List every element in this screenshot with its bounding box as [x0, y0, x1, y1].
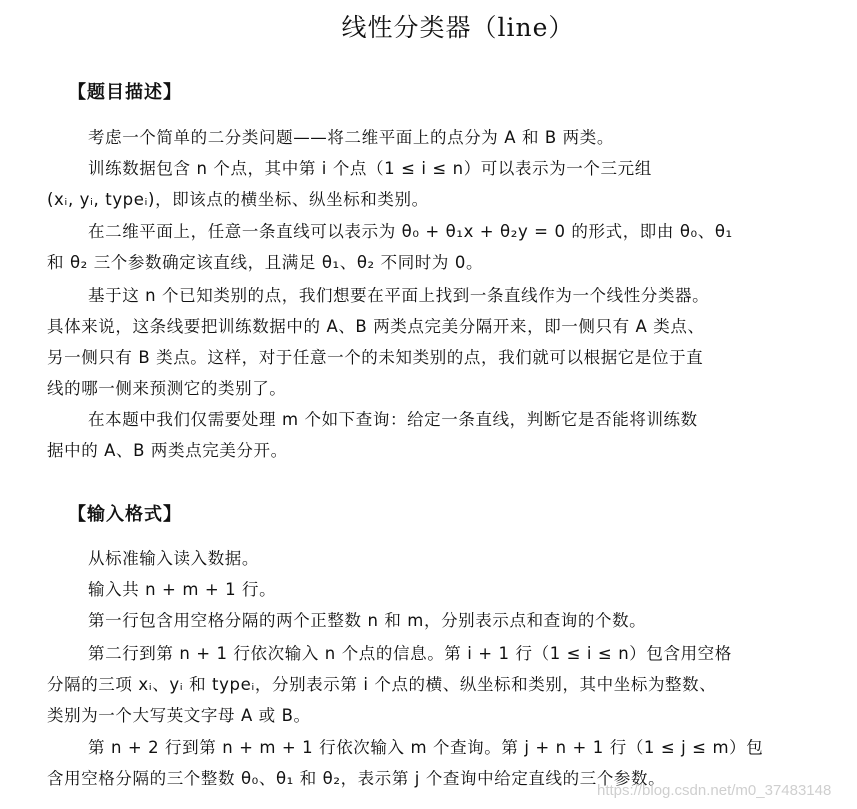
paragraph-line: 另一侧只有 B 类点。这样，对于任意一个的未知类别的点，我们就可以根据它是位于直 [47, 348, 704, 367]
paragraph-line: 在二维平面上，任意一条直线可以表示为 θ₀ + θ₁x + θ₂y = 0 的形式，即由 θ₀、θ₁ [88, 222, 733, 241]
paragraph-line: 含用空格分隔的三个整数 θ₀、θ₁ 和 θ₂，表示第 j 个查询中给定直线的三个参数。 [47, 769, 666, 788]
section-heading-input-format: 【输入格式】 [68, 504, 182, 525]
paragraph-line: 考虑一个简单的二分类问题——将二维平面上的点分为 A 和 B 两类。 [88, 128, 614, 147]
watermark: https://blog.csdn.net/m0_37483148 [597, 782, 832, 799]
paragraph-line: 类别为一个大写英文字母 A 或 B。 [47, 706, 311, 725]
paragraph-line: 输入共 n + m + 1 行。 [88, 580, 277, 599]
paragraph-line: 从标准输入读入数据。 [88, 549, 259, 568]
paragraph-line: 线的哪一侧来预测它的类别了。 [47, 379, 287, 398]
paragraph-line: (xᵢ, yᵢ, typeᵢ)，即该点的横坐标、纵坐标和类别。 [47, 190, 429, 209]
paragraph-line: 具体来说，这条线要把训练数据中的 A、B 两类点完美分隔开来，即一侧只有 A 类点、 [47, 317, 705, 336]
paragraph-line: 在本题中我们仅需要处理 m 个如下查询：给定一条直线，判断它是否能将训练数 [88, 410, 698, 429]
paragraph-line: 训练数据包含 n 个点，其中第 i 个点（1 ≤ i ≤ n）可以表示为一个三元组 [88, 159, 652, 178]
section-heading-description: 【题目描述】 [68, 82, 182, 103]
paragraph-line: 第一行包含用空格分隔的两个正整数 n 和 m，分别表示点和查询的个数。 [88, 611, 647, 630]
paragraph-line: 据中的 A、B 两类点完美分开。 [47, 441, 288, 460]
page-title: 线性分类器（line） [341, 13, 575, 42]
paragraph-line: 和 θ₂ 三个参数确定该直线，且满足 θ₁、θ₂ 不同时为 0。 [47, 253, 484, 272]
paragraph-line: 分隔的三项 xᵢ、yᵢ 和 typeᵢ，分别表示第 i 个点的横、纵坐标和类别，其中坐标为整数、 [47, 675, 717, 694]
paragraph-line: 第 n + 2 行到第 n + m + 1 行依次输入 m 个查询。第 j + n + 1 行（1 ≤ j ≤ m）包 [88, 738, 764, 757]
paragraph-line: 基于这 n 个已知类别的点，我们想要在平面上找到一条直线作为一个线性分类器。 [88, 286, 710, 305]
paragraph-line: 第二行到第 n + 1 行依次输入 n 个点的信息。第 i + 1 行（1 ≤ i ≤ n）包含用空格 [88, 644, 732, 663]
